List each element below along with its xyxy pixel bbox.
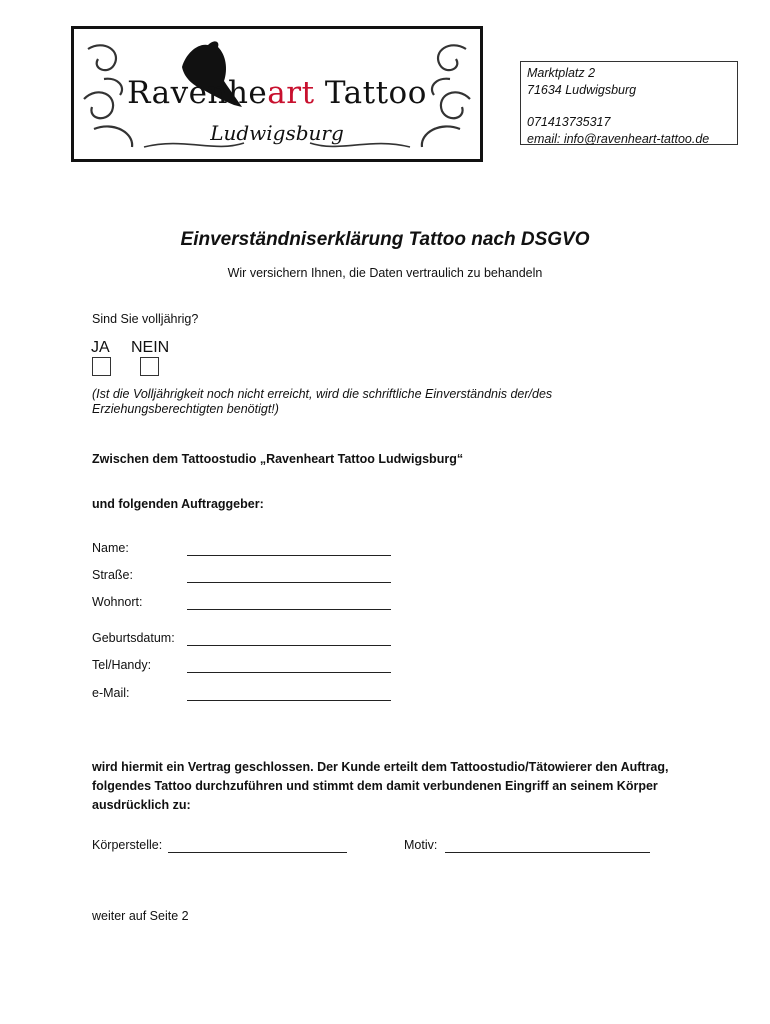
logo-word-art: art — [267, 75, 315, 111]
logo-subtitle: Ludwigsburg — [210, 121, 344, 145]
street-label: Straße: — [92, 568, 133, 582]
email-field[interactable] — [187, 686, 391, 701]
adult-question: Sind Sie volljährig? — [92, 312, 199, 326]
address-street: Marktplatz 2 — [527, 66, 596, 80]
email-label: e-Mail: — [92, 686, 130, 700]
page-title: Einverständniserklärung Tattoo nach DSGVO — [180, 229, 590, 250]
contract-text: wird hiermit ein Vertrag geschlossen. Der Kunde erteilt dem Tattoostudio/Tätowierer den Auftrag, folgendes Tattoo durchzuführen und stimmt dem damit verbundenen Eingriff an seinem Körper ausdrücklich zu: — [92, 760, 669, 812]
address-email[interactable]: email: info@ravenheart-tattoo.de — [527, 132, 710, 146]
body-part-field[interactable] — [168, 838, 347, 853]
address-city: 71634 Ludwigsburg — [527, 83, 637, 97]
birthdate-label: Geburtsdatum: — [92, 631, 175, 645]
city-label: Wohnort: — [92, 595, 143, 609]
name-field[interactable] — [187, 541, 391, 556]
logo-word-he: he — [227, 75, 268, 111]
guardian-note: (Ist die Volljährigkeit noch nicht erreicht, wird die schriftliche Einverständnis der/des Erziehungsberechtigten benötigt!) — [92, 387, 553, 416]
body-part-label: Körperstelle: — [92, 838, 163, 852]
option-yes-label: JA — [91, 339, 110, 356]
address-phone: 071413735317 — [527, 115, 611, 129]
yes-checkbox[interactable] — [92, 357, 111, 376]
city-field[interactable] — [187, 595, 391, 610]
client-heading: und folgenden Auftraggeber: — [92, 497, 264, 511]
no-checkbox[interactable] — [140, 357, 159, 376]
logo-wordmark — [74, 75, 480, 111]
motif-label: Motiv: — [404, 838, 438, 852]
street-field[interactable] — [187, 568, 391, 583]
page-subtitle: Wir versichern Ihnen, die Daten vertraulich zu behandeln — [227, 266, 543, 280]
motif-field[interactable] — [445, 838, 650, 853]
logo-word-raven: Raven — [127, 75, 228, 111]
studio-logo — [71, 26, 483, 162]
logo-word-tattoo: Tattoo — [314, 75, 427, 111]
birthdate-field[interactable] — [187, 631, 391, 646]
name-label: Name: — [92, 541, 129, 555]
address-box — [520, 61, 738, 145]
continued-note: weiter auf Seite 2 — [92, 909, 189, 923]
between-heading: Zwischen dem Tattoostudio „Ravenheart Tattoo Ludwigsburg“ — [92, 452, 464, 466]
phone-field[interactable] — [187, 658, 391, 673]
phone-label: Tel/Handy: — [92, 658, 152, 672]
option-no-label: NEIN — [131, 339, 170, 356]
